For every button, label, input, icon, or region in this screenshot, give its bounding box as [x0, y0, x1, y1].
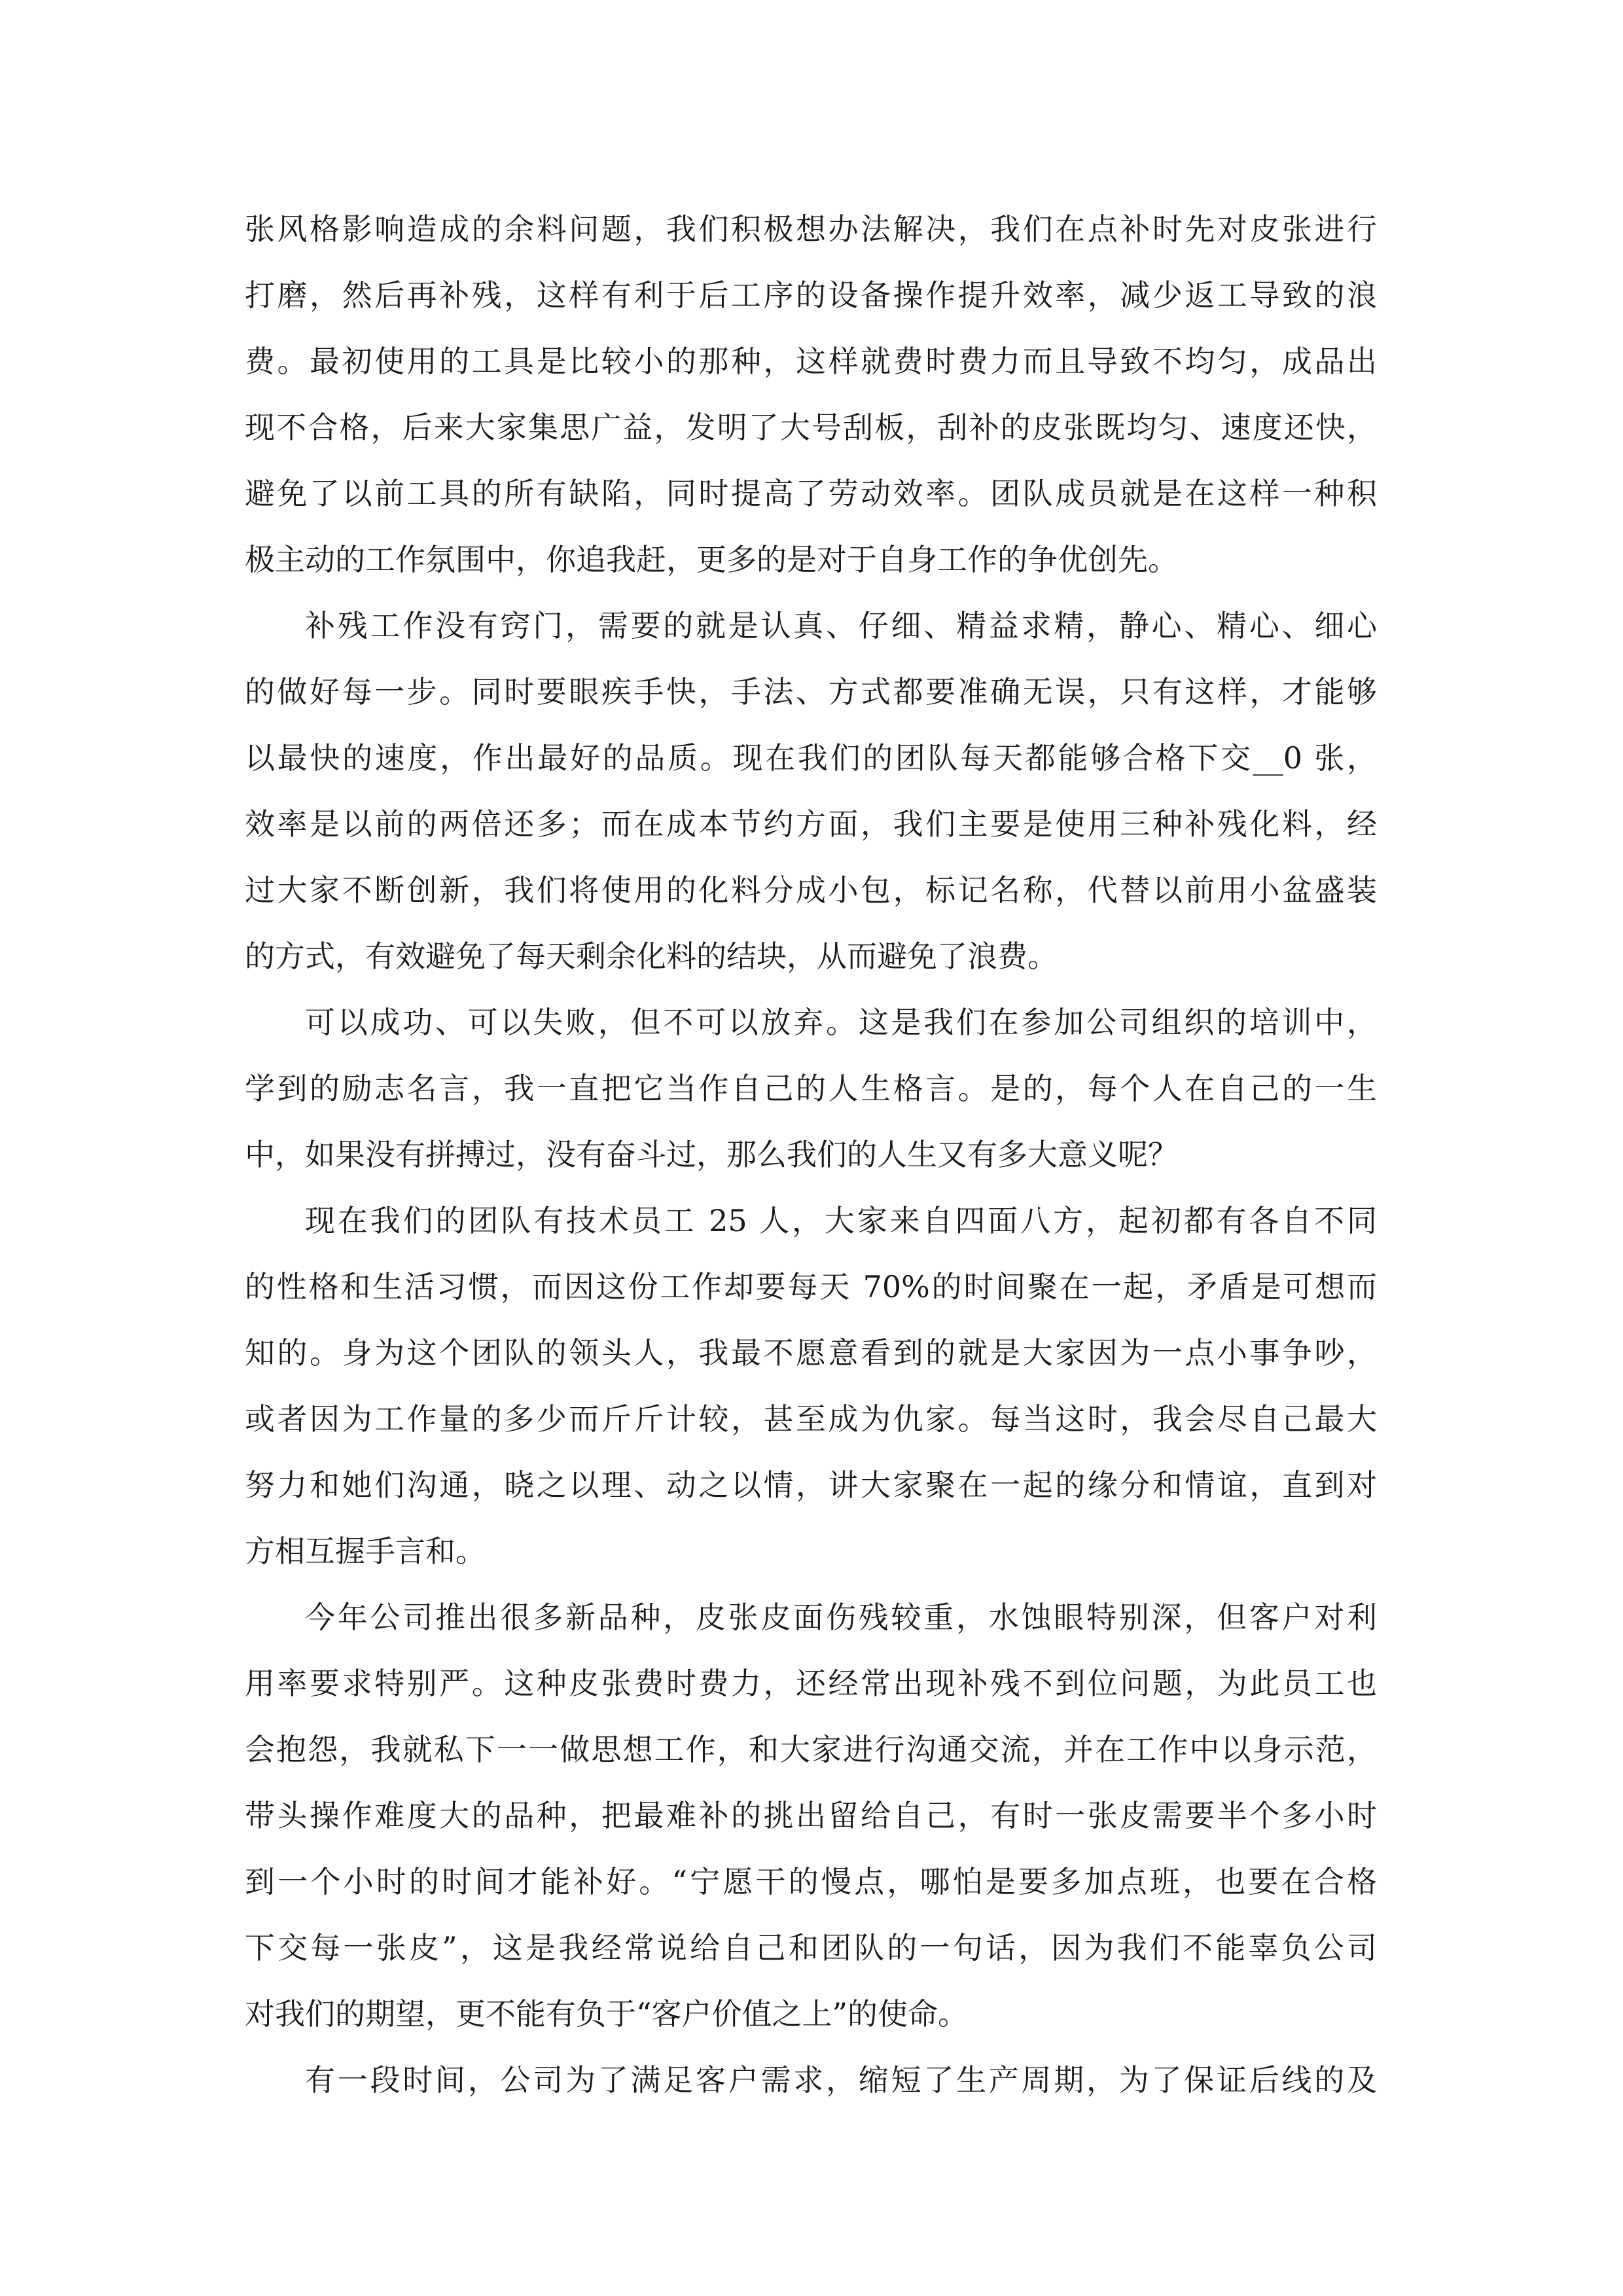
paragraph-new-products: [245, 1585, 1377, 2047]
text-line: 现不合格，后来大家集思广益，发明了大号刮板，刮补的皮张既均匀、速度还快，: [245, 410, 1377, 445]
text-line: 张风格影响造成的余料问题，我们积极想办法解决，我们在点补时先对皮张进行: [245, 211, 1377, 247]
text-line: 效率是以前的两倍还多；而在成本节约方面，我们主要是使用三种补残化料，经: [245, 806, 1377, 842]
text-line: 现在我们的团队有技术员工 25 人，大家来自四面八方，起初都有各自不同: [305, 1203, 1377, 1238]
text-line: 对我们的期望，更不能有负于“客户价值之上”的使命。: [245, 1996, 969, 2032]
paragraph-production-cycle: [245, 2047, 1377, 2113]
text-line: 用率要求特别严。这种皮张费时费力，还经常出现补残不到位问题，为此员工也: [245, 1666, 1377, 1701]
text-line: 避免了以前工具的所有缺陷，同时提高了劳动效率。团队成员就是在这样一种积: [245, 476, 1377, 511]
paragraph-patching-work: [245, 593, 1377, 990]
text-line: 打磨，然后再补残，这样有利于后工序的设备操作提升效率，减少返工导致的浪: [245, 278, 1377, 313]
text-line: 费。最初使用的工具是比较小的那种，这样就费时费力而且导致不均匀，成品出: [245, 344, 1377, 379]
text-line: 方相互握手言和。: [245, 1534, 486, 1569]
text-line: 带头操作难度大的品种，把最难补的挑出留给自己，有时一张皮需要半个多小时: [245, 1798, 1377, 1833]
body-text: [245, 196, 1377, 2113]
text-line: 补残工作没有窍门，需要的就是认真、仔细、精益求精，静心、精心、细心: [305, 608, 1377, 643]
text-line: 会抱怨，我就私下一一做思想工作，和大家进行沟通交流，并在工作中以身示范，: [245, 1732, 1377, 1767]
text-line: 可以成功、可以失败，但不可以放弃。这是我们在参加公司组织的培训中，: [305, 1005, 1377, 1040]
text-line: 的性格和生活习惯，而因这份工作却要每天 70%的时间聚在一起，矛盾是可想而: [245, 1269, 1377, 1304]
text-line: 中，如果没有拼搏过，没有奋斗过，那么我们的人生又有多大意义呢？: [245, 1137, 1178, 1172]
text-line: 的方式，有效避免了每天剩余化料的结块，从而避免了浪费。: [245, 939, 1058, 974]
text-line: 努力和她们沟通，晓之以理、动之以情，讲大家聚在一起的缘分和情谊，直到对: [245, 1467, 1377, 1503]
text-line: 过大家不断创新，我们将使用的化料分成小包，标记名称，代替以前用小盆盛装: [245, 872, 1377, 908]
paragraph-team: [245, 1188, 1377, 1585]
text-line: 有一段时间，公司为了满足客户需求，缩短了生产周期，为了保证后线的及: [305, 2062, 1377, 2098]
text-line: 极主动的工作氛围中，你追我赶，更多的是对于自身工作的争优创先。: [245, 542, 1178, 577]
text-line: 下交每一张皮”，这是我经常说给自己和团队的一句话，因为我们不能辜负公司: [245, 1930, 1377, 1965]
text-line: 到一个小时的时间才能补好。“宁愿干的慢点，哪怕是要多加点班，也要在合格: [245, 1864, 1377, 1899]
text-line: 今年公司推出很多新品种，皮张皮面伤残较重，水蚀眼特别深，但客户对利: [305, 1600, 1377, 1635]
text-line: 或者因为工作量的多少而斤斤计较，甚至成为仇家。每当这时，我会尽自己最大: [245, 1401, 1377, 1437]
paragraph-motto: [245, 990, 1377, 1188]
text-line: 以最快的速度，作出最好的品质。现在我们的团队每天都能够合格下交__0 张，: [245, 740, 1377, 776]
paragraph-continuation: [245, 196, 1377, 593]
text-line: 的做好每一步。同时要眼疾手快，手法、方式都要准确无误，只有这样，才能够: [245, 674, 1377, 709]
text-line: 知的。身为这个团队的领头人，我最不愿意看到的就是大家因为一点小事争吵，: [245, 1335, 1377, 1371]
text-line: 学到的励志名言，我一直把它当作自己的人生格言。是的，每个人在自己的一生: [245, 1071, 1377, 1106]
